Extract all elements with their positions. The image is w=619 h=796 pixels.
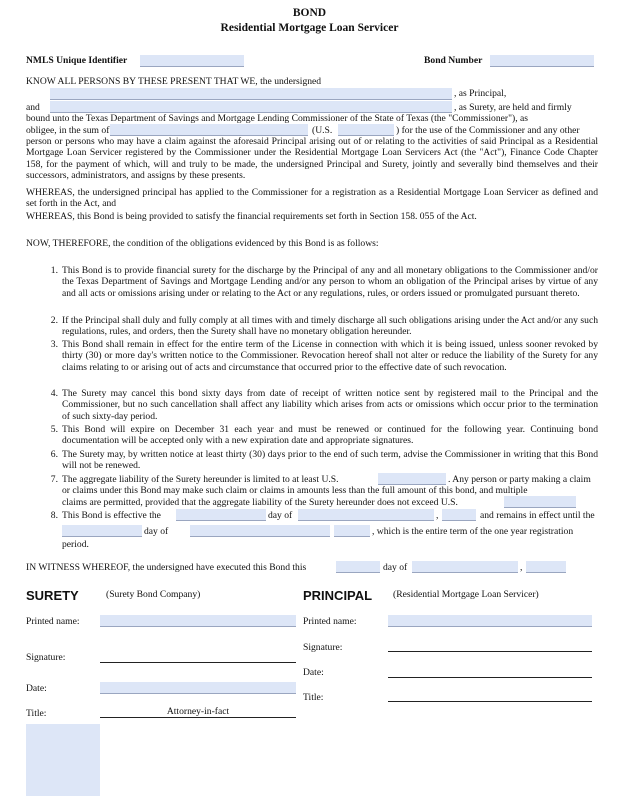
surety-printed-name-field[interactable] [100,615,296,627]
witness-text: IN WITNESS WHEREOF, the undersigned have executed this Bond this [26,562,307,573]
witness-year-field[interactable] [526,561,566,573]
surety-title-label: Title: [26,708,47,719]
principal-date-line[interactable] [388,677,592,678]
item-number: 8. [50,510,58,521]
list-item: The Surety may, by written notice at least thirty (30) days prior to the end of such term, advise the Commissioner in writing that this Bond will not be renewed. [62,449,598,472]
item7-text-b: . Any person or party making a claim [448,474,591,485]
item-number: 6. [50,449,58,460]
list-item: This Bond shall remain in effect for the entire term of the License in connection with which it is being issued, unless sooner revoked by thirty (30) or more day's written notice to the Commissioner. Revocation hereof shall not alter or reduce the liability of the Surety for any claims relating to or arising out of acts and circumstance that occurred prior to the effective date of such revocation. [62,339,598,373]
witness-month-field[interactable] [412,561,518,573]
list-item: This Bond is to provide financial surety for the discharge by the Principal of any and all monetary obligations to the Commissioner and/or the Texas Department of Savings and Mortgage Lending and/or any person to whom an obligation of the Principal arises by virtue of any and all acts or omissions arising under or relating to the Act or any regulations, rules, or orders issued or promulgated pursuant thereto. [62,265,598,299]
list-item: This Bond will expire on December 31 each year and must be renewed or continued for the following year. Continuing bond documentation will be accepted only with a new expiration date and appropriate signatures. [62,424,598,447]
principal-subheading: (Residential Mortgage Loan Servicer) [393,589,539,600]
principal-name-field[interactable] [50,88,452,100]
witness-day-field[interactable] [336,561,380,573]
as-surety-text: , as Surety, are held and firmly [454,102,572,113]
effective-day-field[interactable] [176,509,266,521]
end-month-field[interactable] [190,525,330,537]
item8-entire: , which is the entire term of the one year registration [372,526,574,537]
principal-title-label: Title: [303,692,324,703]
whereas-1: WHEREAS, the undersigned principal has applied to the Commissioner for a registration as a Residential Mortgage Loan Servicer as defined and set forth in the Act, and [26,187,598,210]
item8-text-a: This Bond is effective the [62,510,161,521]
item8-day-of: day of [268,510,293,521]
surety-subheading: (Surety Bond Company) [106,589,201,600]
principal-signature-line[interactable] [388,651,592,652]
principal-date-label: Date: [303,667,324,678]
end-day-field[interactable] [62,525,142,537]
aggregate-max-field[interactable] [504,496,576,508]
surety-date-label: Date: [26,683,47,694]
for-use-text: ) for the use of the Commissioner and any other [396,125,580,136]
and-text: and [26,102,40,113]
nmls-label: NMLS Unique Identifier [26,55,128,66]
principal-title-line[interactable] [388,701,592,702]
now-therefore: NOW, THEREFORE, the condition of the obligations evidenced by this Bond is as follows: [26,238,379,249]
list-item: If the Principal shall duly and fully comply at all times with and timely discharge all such obligations arising under the Act and/or any such regulations, rules, and orders, then the Surety shall have no monetary obligation hereunder. [62,315,598,338]
us-text: (U.S. [312,125,333,136]
obligee-text: obligee, in the sum of [26,125,110,136]
nmls-field[interactable] [140,55,244,67]
document-title: BOND [292,7,327,19]
surety-heading: SURETY [26,588,79,603]
item8-day-of-2: day of [144,526,169,537]
surety-title-field[interactable]: Attorney-in-fact [100,706,296,718]
item-number: 3. [50,339,58,350]
item7-text-c: or claims under this Bond may make such claim or claims in amounts less than the full amount of this bond, and multiple [62,485,528,496]
surety-seal-area[interactable] [26,724,100,796]
surety-printed-name-label: Printed name: [26,616,80,627]
item-number: 7. [50,474,58,485]
whereas-2: WHEREAS, this Bond is being provided to satisfy the financial requirements set forth in Section 158. 055 of the Act. [26,211,477,222]
intro-line1: KNOW ALL PERSONS BY THESE PRESENT THAT WE, the undersigned [26,76,322,87]
list-item: The Surety may cancel this bond sixty days from date of receipt of written notice sent by registered mail to the Principal and the Commissioner, but no such cancellation shall affect any liability which arises from acts or omissions which occur prior to the termination of such sixty-day period. [62,388,598,422]
surety-date-field[interactable] [100,682,296,694]
principal-heading: PRINCIPAL [303,588,373,603]
intro-body: person or persons who may have a claim against the aforesaid Principal arising out of or relating to the activities of said Principal as a Residential Mortgage Loan Servicer registered by the Commissioner under the Residential Mortgage Loan Servicers Act (the "Act"), Finance Code Chapter 158, for the payment of which, will and truly to be made, the undersigned Principal and Surety, jointly and severally bind themselves and their successors, administrators, and assigns by these presents. [26,136,598,181]
document-subtitle: Residential Mortgage Loan Servicer [220,22,399,34]
item8-comma: , [436,510,439,521]
as-principal-text: , as Principal, [454,88,507,99]
surety-name-field[interactable] [50,101,452,113]
principal-printed-name-label: Printed name: [303,616,357,627]
item-number: 4. [50,388,58,399]
surety-signature-line[interactable] [100,662,296,663]
witness-comma: , [520,562,523,573]
item8-remains: and remains in effect until the [480,510,595,521]
effective-year-field[interactable] [442,509,476,521]
item7-text-d: claims are permitted, provided that the aggregate liability of the Surety hereunder does not exceed U.S. [62,497,458,508]
sum-words-field[interactable] [110,124,308,136]
principal-signature-label: Signature: [303,642,343,653]
item-number: 2. [50,315,58,326]
surety-signature-label: Signature: [26,652,66,663]
end-year-field[interactable] [334,525,370,537]
bond-number-label: Bond Number [424,55,483,66]
aggregate-liability-field[interactable] [378,473,446,485]
effective-month-field[interactable] [298,509,434,521]
item8-period: period. [62,539,89,550]
witness-day-of: day of [383,562,408,573]
item-number: 1. [50,265,58,276]
intro-line3: bound unto the Texas Department of Savings and Mortgage Lending Commissioner of the State of Texas (the "Commissioner"), as [26,113,528,124]
sum-amount-field[interactable] [338,124,394,136]
item-number: 5. [50,424,58,435]
item7-text-a: The aggregate liability of the Surety hereunder is limited to at least U.S. [62,474,339,485]
principal-printed-name-field[interactable] [388,615,592,627]
bond-number-field[interactable] [490,55,594,67]
